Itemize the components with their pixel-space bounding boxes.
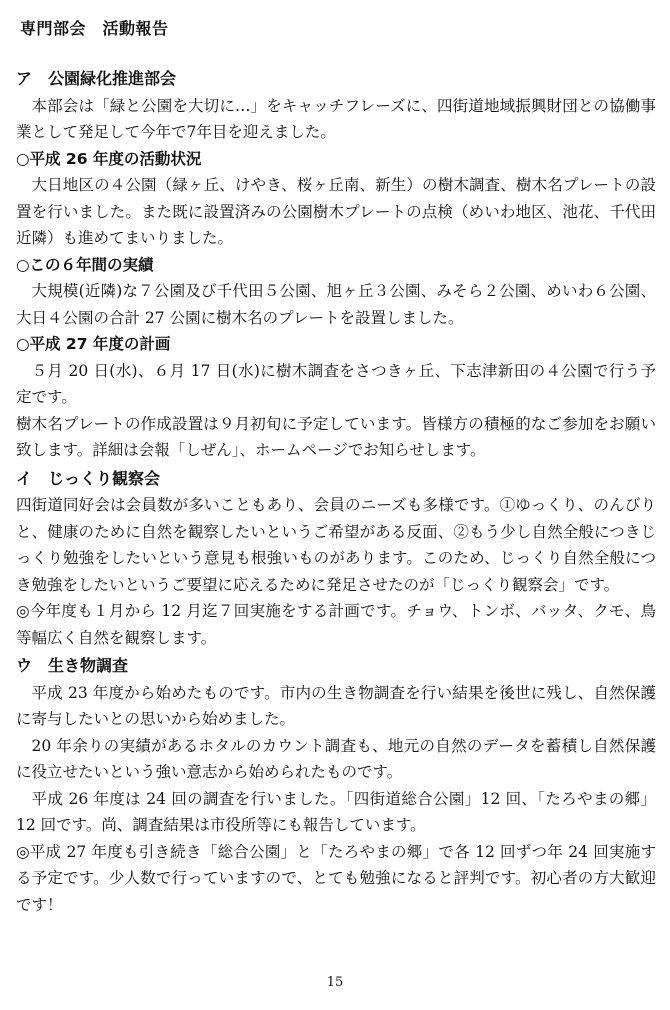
section-heading: イ じっくり観察会 [16,468,161,488]
subsection-heading: ○この６年間の実績 [16,255,154,274]
paragraph: 樹木名プレートの作成設置は９月初旬に予定しています。皆様方の積極的なご参加をお願い致します。詳細は会報「しぜん」、ホームページでお知らせします。 [16,414,656,459]
paragraph: ◎今年度も１月から 12 月迄７回実施をする計画です。チョウ、トンボ、バッタ、クモ、鳥等幅広く自然を観察します。 [16,602,656,647]
paragraph: 大規模(近隣)な７公園及び千代田５公園、旭ヶ丘３公園、みそら２公園、めいわ６公園、大日４公園の合計 27 公園に樹木名のプレートを設置しました。 [16,282,656,327]
paragraph: 大日地区の４公園（緑ヶ丘、けやき、桜ヶ丘南、新生）の樹木調査、樹木名プレートの設置を行いました。また既に設置済みの公園樹木プレートの点検（めいわ地区、池花、千代田近隣）も進めてまいりました。 [16,176,656,247]
paragraph: 平成 23 年度から始めたものです。市内の生き物調査を行い結果を後世に残し、自然保護に寄与したいとの思いから始めました。 [16,683,656,728]
section-intro: 本部会は「緑と公園を大切に…」をキャッチフレーズに、四街道地域振興財団との協働事業として発足して今年で7年目を迎えました。 [16,96,656,141]
page-title: 専門部会 活動報告 [20,19,169,38]
paragraph: 平成 26 年度は 24 回の調査を行いました。「四街道総合公園」12 回、「たろやまの郷」12 回です。尚、調査結果は市役所等にも報告しています。 [16,789,656,834]
subsection-heading: ○平成 26 年度の活動状況 [16,149,202,168]
report-body [16,64,656,918]
subsection-heading: ○平成 27 年度の計画 [16,335,171,353]
section-wildlife-survey [16,653,656,918]
paragraph: 20 年余りの実績があるホタルのカウント調査も、地元の自然のデータを蓄積し自然保護に役立せたいという強い意志から始められたものです。 [16,736,656,781]
section-park-greening [16,66,656,464]
paragraph: ５月 20 日(水)、６月 17 日(水)に樹木調査をさつきヶ丘、下志津新田の４公園で行う予定です。 [16,361,656,406]
paragraph: ◎平成 27 年度も引き続き「総合公園」と「たろやまの郷」で各 12 回ずつ年 24 回実施する予定です。少人数で行っていますので、とても勉強になると評判です。初心者の方大歓迎です！ [16,842,656,914]
page-number: 15 [326,975,344,990]
section-observation-meeting [16,466,656,652]
section-heading: ア 公園緑化推進部会 [16,69,177,88]
paragraph: 四街道同好会は会員数が多いこともあり、会員のニーズも多様です。①ゆっくり、のんびりと、健康のために自然を観察したいというご希望がある反面、②もう少し自然全般につきじっくり勉強をしたいという意見も根強いものがあります。このため、じっくり自然全般につき勉強をしたいというご要望に応えるために発足させたのが「じっくり観察会」です。 [16,496,656,594]
section-heading: ウ 生き物調査 [16,656,129,675]
